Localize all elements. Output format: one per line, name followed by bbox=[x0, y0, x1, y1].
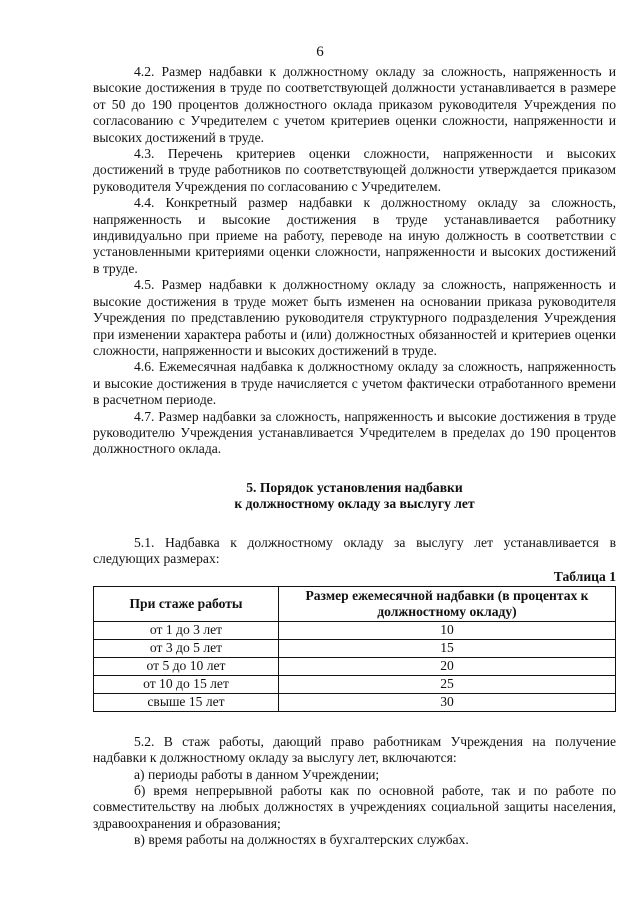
paragraph-4-6: 4.6. Ежемесячная надбавка к должностному окладу за сложность, напряженность и высокие достижения в труде начисляется с учетом фактически отработанного времени в расчетном периоде. bbox=[93, 359, 616, 408]
list-item-a: а) периоды работы в данном Учреждении; bbox=[134, 766, 380, 782]
paragraph-5-1: 5.1. Надбавка к должностному окладу за выслугу лет устанавливается в следующих размерах: bbox=[93, 534, 616, 566]
table-row bbox=[94, 639, 616, 657]
list-section bbox=[93, 734, 616, 849]
paragraph-4-3: 4.3. Перечень критериев оценки сложности, напряженности и высоких достижений в труде работников по соответствующей должности утверждается приказом руководителя Учреждения по согласованию с Учредителем. bbox=[93, 146, 616, 194]
table-cell-bonus: 20 bbox=[279, 657, 616, 675]
paragraph-4-5: 4.5. Размер надбавки к должностному окладу за сложность, напряженность и высокие достижения в труде может быть изменен на основании приказа руководителя Учреждения по представлению руководителя структурного подразделения Учреждения при изменении характера работы и (или) должностных обязанностей и критериев оценки сложности, напряженности и высоких достижений в труде. bbox=[93, 277, 616, 358]
table-cell-bonus: 10 bbox=[279, 621, 616, 639]
table-cell-experience: от 3 до 5 лет bbox=[94, 639, 279, 657]
table-row bbox=[94, 657, 616, 675]
table-cell-bonus: 25 bbox=[279, 675, 616, 693]
seniority-table bbox=[93, 586, 616, 712]
table-header-row bbox=[94, 586, 616, 621]
table-row bbox=[94, 693, 616, 711]
table-cell-experience: от 10 до 15 лет bbox=[94, 675, 279, 693]
paragraph-5-2: 5.2. В стаж работы, дающий право работникам Учреждения на получение надбавки к должностному окладу за выслугу лет, включаются: bbox=[93, 733, 616, 766]
table-cell-bonus: 30 bbox=[279, 693, 616, 711]
paragraph-4-4: 4.4. Конкретный размер надбавки к должностному окладу за сложность, напряженность и высокие достижения в труде устанавливается работнику индивидуально при приеме на работу, переводе на иную должность в соответствии с установленными критериями оценки сложности, напряженности и высоких достижений в труде. bbox=[93, 195, 616, 276]
table-caption: Таблица 1 bbox=[553, 569, 616, 585]
table-cell-experience: от 5 до 10 лет bbox=[94, 657, 279, 675]
table-header-experience: При стаже работы bbox=[94, 586, 279, 621]
table-row bbox=[94, 621, 616, 639]
section-heading bbox=[93, 480, 616, 513]
table-header-bonus: Размер ежемесячной надбавки (в процентах к должностному окладу) bbox=[279, 586, 616, 621]
table-cell-experience: свыше 15 лет bbox=[94, 693, 279, 711]
section-heading-line-2: к должностному окладу за выслугу лет bbox=[234, 496, 475, 512]
paragraph-4-2: 4.2. Размер надбавки к должностному окладу за сложность, напряженность и высокие достижения в труде по соответствующей должности устанавливается в размере от 50 до 190 процентов должностного оклада приказом руководителя Учреждения по согласованию с Учредителем с учетом критериев оценки сложности, напряженности и высоких достижений в труде. bbox=[93, 64, 616, 145]
page-number: 6 bbox=[316, 44, 324, 60]
table-cell-experience: от 1 до 3 лет bbox=[94, 621, 279, 639]
list-item-c: в) время работы на должностях в бухгалтерских службах. bbox=[134, 832, 469, 848]
document-body bbox=[93, 64, 616, 849]
section-heading-line-1: 5. Порядок установления надбавки bbox=[246, 479, 463, 495]
table-row bbox=[94, 675, 616, 693]
table-cell-bonus: 15 bbox=[279, 639, 616, 657]
list-item-b: б) время непрерывной работы как по основной работе, так и по работе по совместительству на любых должностях в учреждениях социальной защиты населения, здравоохранения и образования; bbox=[93, 783, 616, 831]
paragraph-4-7: 4.7. Размер надбавки за сложность, напряженность и высокие достижения в труде руководителю Учреждения устанавливается Учредителем в пределах до 190 процентов должностного оклада. bbox=[93, 408, 616, 457]
